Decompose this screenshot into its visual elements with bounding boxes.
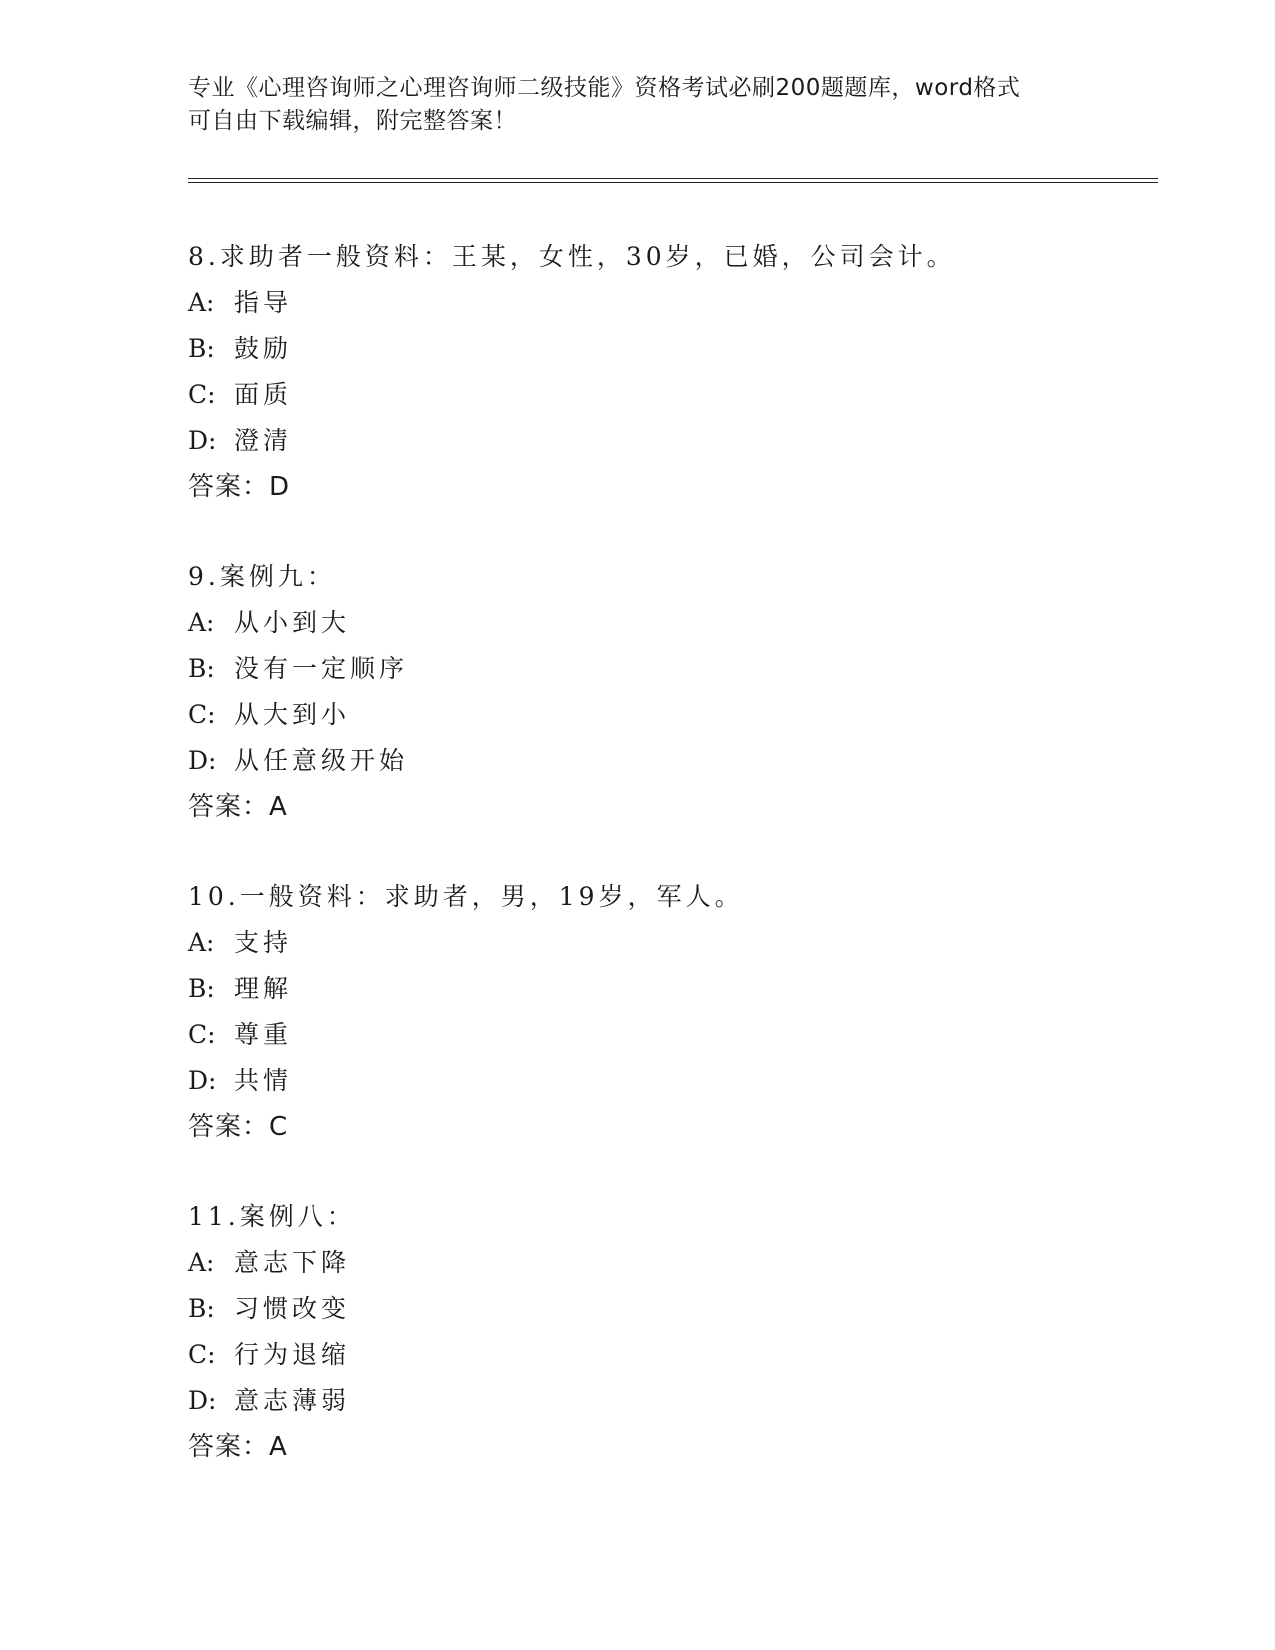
option-a: [188, 600, 1148, 646]
option-a: [188, 920, 1148, 966]
question-stem: 11.案例八：: [188, 1202, 356, 1231]
option-letter: C:: [188, 700, 216, 729]
option-text: 面质: [234, 380, 293, 409]
header-line-2: 可自由下载编辑，附完整答案！: [188, 108, 517, 134]
option-text: 理解: [234, 974, 293, 1003]
option-letter: C:: [188, 1340, 216, 1369]
question-block: [188, 874, 1148, 1150]
option-d: [188, 738, 1148, 784]
option-text: 从大到小: [234, 700, 351, 729]
option-letter: D:: [188, 426, 217, 455]
option-c: [188, 1012, 1148, 1058]
question-stem: 10.一般资料：求助者，男，19岁，军人。: [188, 882, 744, 911]
option-letter: B:: [188, 654, 215, 683]
option-c: [188, 372, 1148, 418]
answer-line: 答案：A: [188, 1432, 288, 1462]
option-text: 尊重: [234, 1020, 293, 1049]
header-line-1: 专业《心理咨询师之心理咨询师二级技能》资格考试必刷200题题库，word格式: [188, 75, 1021, 101]
option-letter: B:: [188, 974, 215, 1003]
option-d: [188, 1378, 1148, 1424]
option-b: [188, 1286, 1148, 1332]
header-divider-top: [188, 178, 1158, 179]
option-text: 鼓励: [234, 334, 293, 363]
option-letter: D:: [188, 1066, 217, 1095]
option-text: 从小到大: [234, 608, 351, 637]
option-letter: C:: [188, 380, 216, 409]
option-b: [188, 326, 1148, 372]
question-stem: 8.求助者一般资料：王某，女性，30岁，已婚，公司会计。: [188, 242, 956, 271]
option-d: [188, 418, 1148, 464]
option-c: [188, 692, 1148, 738]
option-text: 共情: [234, 1066, 293, 1095]
answer-line: 答案：C: [188, 1112, 289, 1142]
option-letter: D:: [188, 746, 217, 775]
option-letter: C:: [188, 1020, 216, 1049]
option-a: [188, 280, 1148, 326]
option-letter: A:: [188, 1248, 215, 1277]
option-text: 习惯改变: [234, 1294, 351, 1323]
option-d: [188, 1058, 1148, 1104]
option-text: 从任意级开始: [234, 746, 409, 775]
option-letter: A:: [188, 288, 215, 317]
question-block: [188, 1194, 1148, 1470]
question-block: [188, 554, 1148, 830]
option-letter: B:: [188, 1294, 215, 1323]
option-text: 行为退缩: [234, 1340, 351, 1369]
option-b: [188, 646, 1148, 692]
option-text: 支持: [234, 928, 293, 957]
header-divider-bottom: [188, 182, 1158, 183]
option-text: 没有一定顺序: [234, 654, 409, 683]
answer-line: 答案：A: [188, 792, 288, 822]
option-b: [188, 966, 1148, 1012]
option-text: 意志薄弱: [234, 1386, 351, 1415]
question-block: [188, 234, 1148, 510]
option-text: 意志下降: [234, 1248, 351, 1277]
document-header: [188, 72, 1088, 138]
question-stem: 9.案例九：: [188, 562, 336, 591]
option-text: 指导: [234, 288, 293, 317]
option-text: 澄清: [234, 426, 293, 455]
option-letter: A:: [188, 928, 215, 957]
option-letter: A:: [188, 608, 215, 637]
option-letter: D:: [188, 1386, 217, 1415]
option-a: [188, 1240, 1148, 1286]
answer-line: 答案：D: [188, 472, 291, 502]
option-letter: B:: [188, 334, 215, 363]
option-c: [188, 1332, 1148, 1378]
